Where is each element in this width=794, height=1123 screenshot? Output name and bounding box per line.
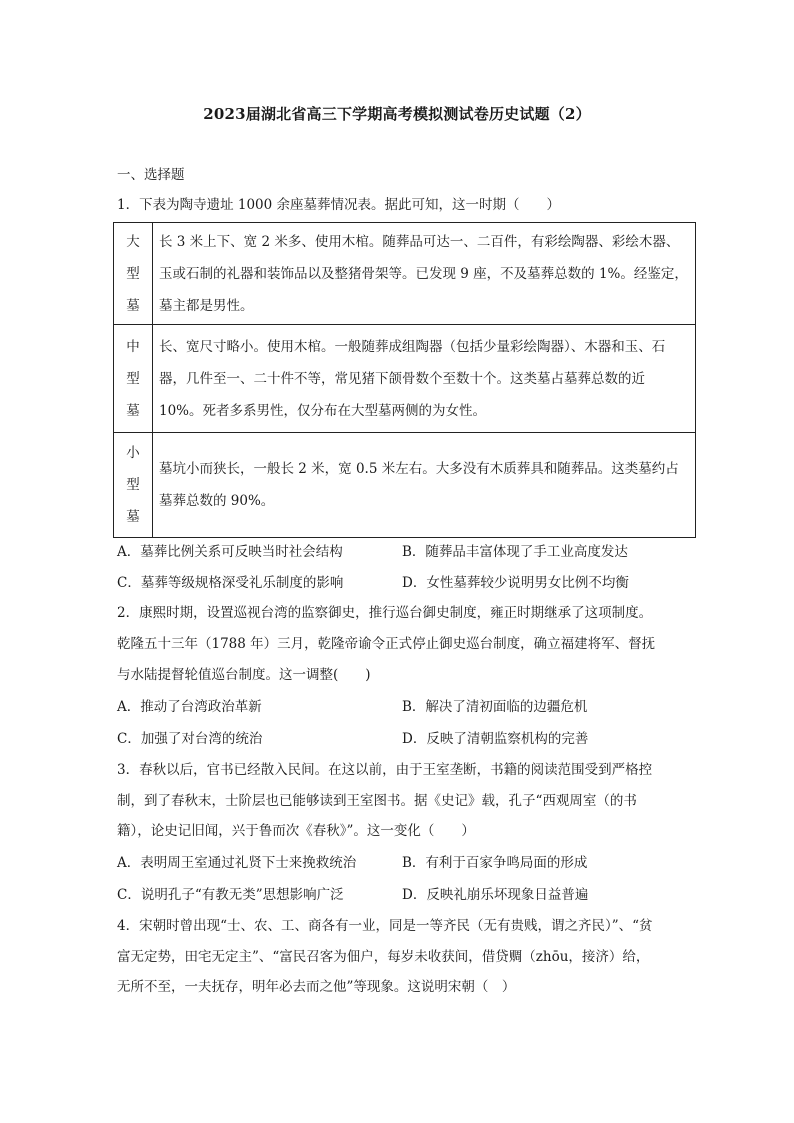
tomb-desc-medium: 长、宽尺寸略小。使用木棺。一般随葬成组陶器（包括少量彩绘陶器）、木器和玉、石器，几件至一、二十件不等，常见猪下颌骨数个至数十个。这类墓占墓葬总数的近 10%。死者多系男性，仅分布在大型墓两侧的为女性。 — [153, 325, 696, 433]
q2-option-c: C．加强了对台湾的统治 — [117, 731, 263, 747]
type-char: 大 — [126, 233, 140, 250]
table-row — [114, 433, 696, 538]
question-3-line: 3．春秋以后，官书已经散入民间。在这以前，由于王室垄断，书籍的阅读范围受到严格控 — [117, 762, 653, 778]
q2-option-b: B．解决了清初面临的边疆危机 — [402, 699, 588, 715]
type-char: 型 — [126, 265, 140, 282]
tomb-desc-small: 墓坑小而狭长，一般长 2 米，宽 0.5 米左右。大多没有木质葬具和随葬品。这类墓约占墓葬总数的 90%。 — [153, 433, 696, 538]
type-char: 墓 — [126, 297, 140, 314]
q1-option-c: C．墓葬等级规格深受礼乐制度的影响 — [117, 575, 344, 591]
table-row — [114, 223, 696, 325]
q2-option-a: A．推动了台湾政治革新 — [117, 699, 262, 715]
page-title: 2023届湖北省高三下学期高考模拟测试卷历史试题（2） — [203, 105, 591, 123]
question-3-line: 籍），论史记旧闻，兴于鲁而次《春秋》”。这一变化（ ） — [117, 823, 475, 839]
question-4-line: 无所不至，一夫抚存，明年必去而之他”等现象。这说明宋朝（ ） — [117, 979, 516, 995]
tomb-type-large — [114, 223, 153, 325]
question-4-line: 富无定势，田宅无定主”、“富民召客为佃户，每岁未收获间，借贷赒（zhōu，接济）给， — [117, 949, 650, 965]
type-char: 墓 — [126, 509, 140, 525]
question-2-line: 与水陆提督轮值巡台制度。这一调整( ) — [117, 667, 371, 683]
type-char: 小 — [126, 445, 140, 461]
q3-option-a: A．表明周王室通过礼贤下士来挽救统治 — [117, 855, 357, 871]
tomb-type-small — [114, 433, 153, 538]
q1-option-d: D．女性墓葬较少说明男女比例不均衡 — [402, 575, 629, 591]
question-3-line: 制，到了春秋末，士阶层也已能够读到王室图书。据《史记》载，孔子“西观周室（的书 — [117, 793, 637, 809]
type-char: 型 — [126, 477, 140, 493]
tomb-desc-large: 长 3 米上下、宽 2 米多、使用木棺。随葬品可达一、二百件，有彩绘陶器、彩绘木器、玉或石制的礼器和装饰品以及整猪骨架等。已发现 9 座，不及墓葬总数的 1%。经鉴定，墓主都是男性。 — [153, 223, 696, 325]
question-1-stem: 1．下表为陶寺遗址 1000 余座墓葬情况表。据此可知，这一时期（ ） — [117, 197, 561, 213]
q3-option-b: B．有利于百家争鸣局面的形成 — [402, 855, 588, 871]
type-char: 墓 — [126, 402, 140, 419]
q3-option-d: D．反映礼崩乐坏现象日益普遍 — [402, 887, 589, 903]
section-heading: 一、选择题 — [117, 167, 185, 183]
question-2-line: 乾隆五十三年（1788 年）三月，乾隆帝谕令正式停止御史巡台制度，确立福建将军、督抚 — [117, 636, 656, 652]
q2-option-d: D．反映了清朝监察机构的完善 — [402, 731, 589, 747]
table-row — [114, 325, 696, 433]
question-2-line: 2．康熙时期，设置巡视台湾的监察御史，推行巡台御史制度，雍正时期继承了这项制度。 — [117, 605, 653, 621]
q1-option-a: A．墓葬比例关系可反映当时社会结构 — [117, 544, 343, 560]
q1-option-b: B．随葬品丰富体现了手工业高度发达 — [402, 544, 628, 560]
type-char: 中 — [126, 338, 140, 355]
question-4-line: 4．宋朝时曾出现“士、农、工、商各有一业，同是一等齐民（无有贵贱，谓之齐民）”、“贫 — [117, 918, 653, 934]
type-char: 型 — [126, 370, 140, 387]
tomb-table — [113, 222, 696, 538]
tomb-type-medium — [114, 325, 153, 433]
q3-option-c: C．说明孔子“有教无类”思想影响广泛 — [117, 887, 344, 903]
